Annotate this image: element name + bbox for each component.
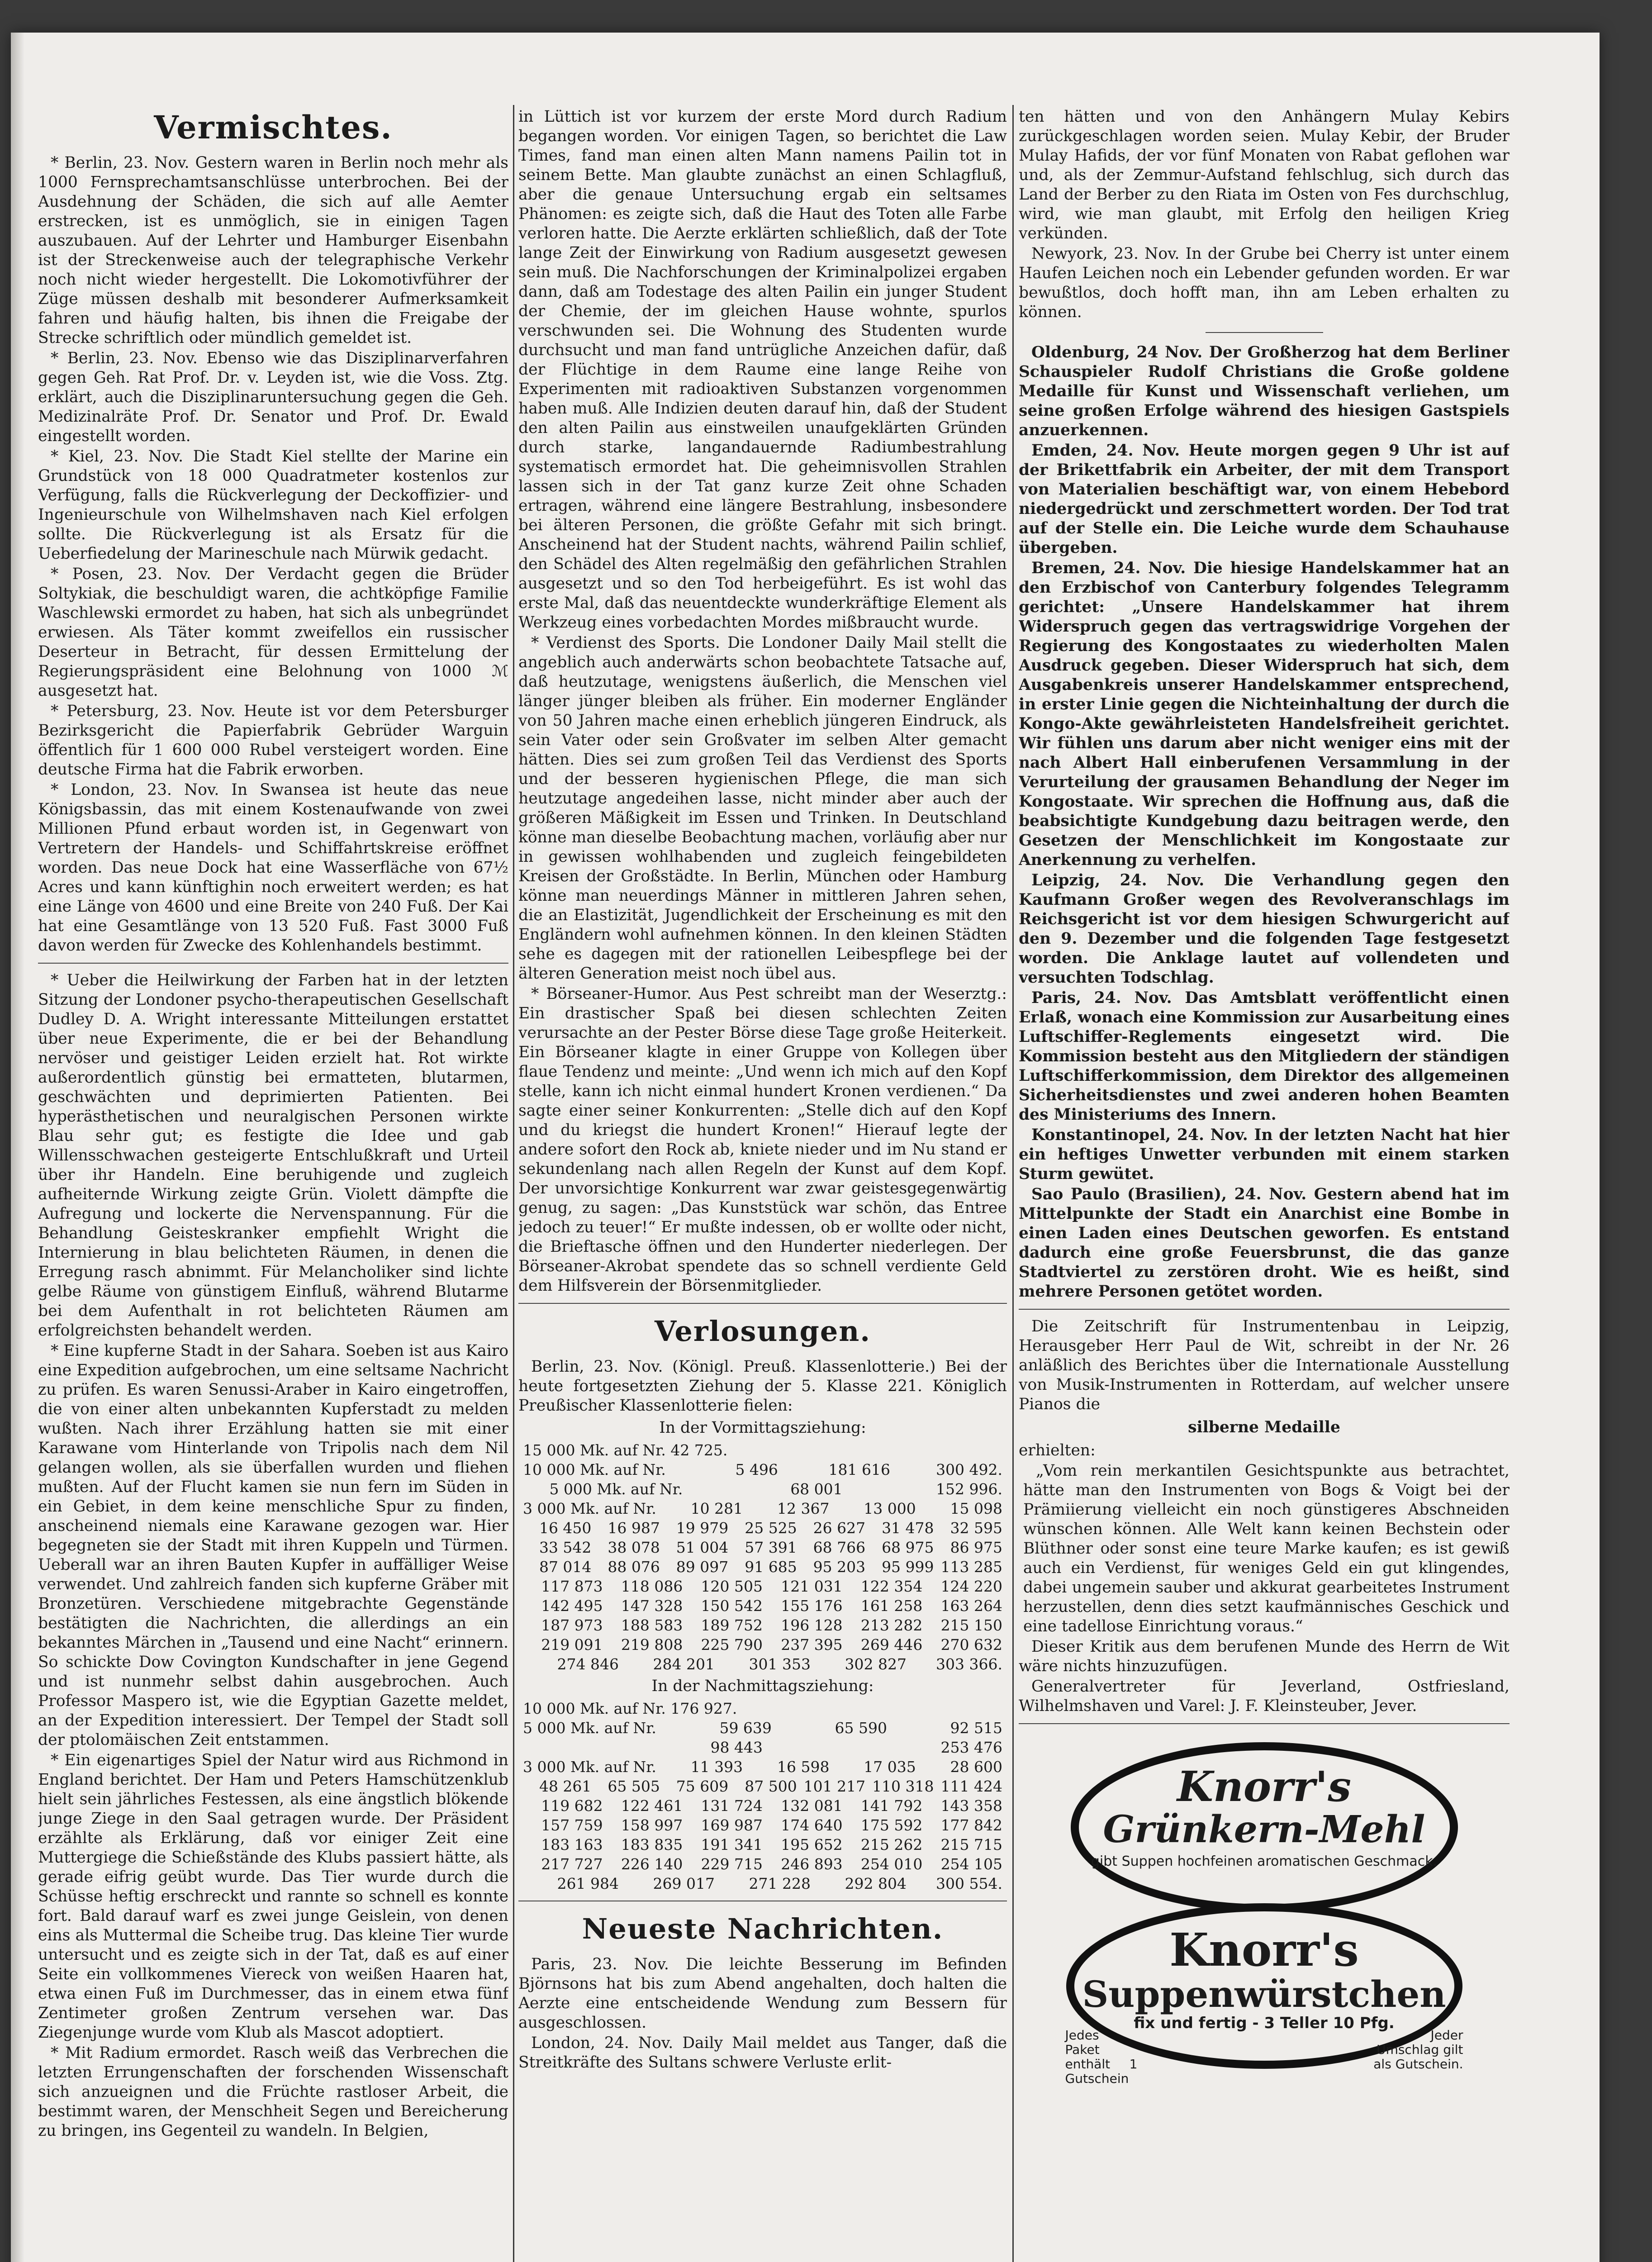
lottery-cell: 188 583 — [621, 1616, 683, 1634]
lottery-cell: 95 999 — [882, 1558, 934, 1576]
lottery-cell: 284 201 — [653, 1655, 715, 1673]
lottery-row — [518, 1874, 1007, 1893]
knorr-advertisement — [1065, 1742, 1463, 2086]
lottery-cell: 119 682 — [541, 1797, 603, 1815]
news-leipzig: Leipzig, 24. Nov. Die Verhandlung gegen den Kaufmann Großer wegen des Revolveranschlags im Reichsgericht ist vor dem hiesigen Schwurgericht auf den 9. Dezember und die folgenden Tage festgesetzt worden. Die Anklage lautet auf vollendeten und versuchten Todschlag. — [1019, 871, 1510, 987]
lottery-cell: 253 476 — [940, 1739, 1002, 1756]
separator — [1019, 1309, 1510, 1310]
lottery-cell: 152 996. — [936, 1480, 1002, 1498]
separator — [38, 963, 508, 964]
news-paris: Paris, 24. Nov. Das Amtsblatt veröffentlicht einen Erlaß, wonach eine Kommission zur Ausarbeitung eines Luftschiffer-Reglements eingesetzt wird. Die Kommission besteht aus den Mitgliedern der ständigen Luftschifferkommission, dem Direktor des allgemeinen Sicherheitsdienstes und zwei anderen hohen Beamten des Ministeriums des Innern. — [1019, 989, 1510, 1124]
lottery-cell: 26 627 — [813, 1519, 866, 1537]
lottery-cell: 10 000 Mk. auf Nr. 176 927. — [523, 1700, 737, 1717]
piano-ad-intro: Die Zeitschrift für Instrumentenbau in Leipzig, Herausgeber Herr Paul de Wit, schreibt in der Nr. 26 anläßlich des Berichtes über die Internationale Ausstellung von Musik-Instrumenten in Rotterdam, auf welcher unsere Pianos die — [1019, 1317, 1510, 1413]
article-kiel: * Kiel, 23. Nov. Die Stadt Kiel stellte der Marine ein Grundstück von 18 000 Quadratmeter kostenlos zur Verfügung, falls die Rückverlegung der Deckoffizier- und Ingenieurschule von Wilhelmshaven nach Kiel erfolgen sollte. Die Rückverlegung ist als Ersatz für die Ueberfiedelung der Marineschule nach Mürwik gedacht. — [38, 447, 508, 563]
lottery-cell: 113 285 — [940, 1558, 1002, 1576]
lottery-cell: 161 258 — [860, 1597, 923, 1615]
news-newyork: Newyork, 23. Nov. In der Grube bei Cherry ist unter einem Haufen Leichen noch ein Lebender gefunden worden. Er war bewußtlos, doch hofft man, ihn am Leben erhalten zu können. — [1019, 245, 1510, 321]
section-heading-neueste-nachrichten: Neueste Nachrichten. — [582, 1912, 944, 1945]
article-verdienst-sports: * Verdienst des Sports. Die Londoner Daily Mail stellt die angeblich auch anderwärts schon beobachtete Tatsache auf, daß heutzutage, wenigstens äußerlich, die Menschen viel länger jünger bleiben als früher. Ein moderner Engländer von 50 Jahren mache einen erheblich jüngeren Eindruck, als sein Vater oder sein Großvater im selben Alter gemacht hätten. Dies sei zum großen Teil das Verdienst des Sports und der besseren hygienischen Pflege, die man sich heutzutage angedeihen lasse, nicht minder aber auch der größeren Mäßigkeit im Essen und Trinken. In Deutschland könne man dieselbe Beobachtung machen, vorläufig aber nur in gewissen wohlhabenden und zugleich feingebildeten Kreisen der Großstädte. In Berlin, München oder Hamburg könne man neuerdings Männer in mittleren Jahren sehen, die an Elastizität, Jugendlichkeit der Erscheinung es mit den Engländern wohl aufnehmen können. In den kleinen Städten sehe es dagegen mit der rationellen Leibespflege bei der älteren Generation meist noch übel aus. — [518, 634, 1007, 983]
piano-ad-received: erhielten: — [1019, 1441, 1096, 1459]
lottery-cell: 157 759 — [541, 1816, 603, 1834]
lottery-cell: 143 358 — [940, 1797, 1003, 1815]
lottery-morning-label: In der Vormittagsziehung: — [659, 1419, 866, 1437]
page-spine-shadow — [11, 33, 24, 2262]
article-london-swansea: * London, 23. Nov. In Swansea ist heute das neue Königsbassin, das mit einem Kostenaufwande von zwei Millionen Pfund erbaut worden ist, in Gegenwart von Vertretern der Handels- und Schiffahrtskreise eröffnet worden. Das neue Dock hat eine Wasserfläche von 67½ Acres und kann künftighin noch erweitert werden; es hat eine Länge von 4600 und eine Breite von 240 Fuß. Der Kai hat eine Gesamtlänge von 13 520 Fuß. Fast 3000 Fuß davon werden für Zwecke des Kohlenhandels bestimmt. — [38, 781, 508, 955]
lottery-cell: 87 500 — [745, 1777, 797, 1795]
ad-slogan-suppenwuerstchen: fix und fertig - 3 Teller 10 Pfg. — [1134, 2014, 1395, 2032]
lottery-cell: 10 281 — [690, 1500, 743, 1517]
ad-product-gruenkern-mehl: Grünkern-Mehl — [1103, 1808, 1425, 1851]
lottery-cell: 217 727 — [541, 1855, 603, 1873]
article-kupferne-stadt: * Eine kupferne Stadt in der Sahara. Soeben ist aus Kairo eine Expedition aufgebrochen, um eine seltsame Nachricht zu prüfen. Es waren Senussi-Araber in Kairo eingetroffen, die von einer alten unbekannten Kupferstadt zu melden wußten. Nach ihrer Erzählung hatten sie mit einer Karawane vom Hinterlande von Tripolis nach dem Nil gelangen wollen, als sie überfallen wurden und fliehen mußten. Auf der Flucht kamen sie nun fern im Süden in ein Gebiet, in dem keine menschliche Spur zu finden, anscheinend niemals eine Karawane gezogen war. Hier begegneten sie der Stadt mit ihren Kuppeln und Türmen. Ueberall war an ihren Bauten Kupfer in auffälliger Weise verwendet. Und zahlreich fanden sich kupferne Gräber mit Bronzetüren. Verschiedene mitgebrachte Gegenstände bestätigten die Nachrichten, die allerdings an ein bekanntes Märchen in „Tausend und eine Nacht“ erinnern. So schickte Dow Covington Kundschafter in jene Gegend und ist nunmehr selbst dahin ausgebrochen. Auch Professor Maspero ist, wie die Egyptian Gazette meldet, an der Expedition interessiert. Der Tempel der Stadt soll der ptolomäischen Zeit entstammen. — [38, 1342, 508, 1749]
lottery-row — [518, 1654, 1007, 1674]
news-konstantinopel: Konstantinopel, 24. Nov. In der letzten Nacht hat hier ein heftiges Unwetter verbunden mit einem starken Sturm gewütet. — [1019, 1126, 1510, 1183]
news-emden: Emden, 24. Nov. Heute morgen gegen 9 Uhr ist auf der Brikettfabrik ein Arbeiter, der mit dem Transport von Materialien beschäftigt war, von einem Hebebord niedergedrückt und zerschmettert worden. Der Tod trat auf der Stelle ein. Die Leiche wurde dem Schauhause übergeben. — [1019, 442, 1510, 557]
lottery-cell: 17 035 — [864, 1758, 916, 1776]
lottery-cell: 229 715 — [701, 1855, 763, 1873]
article-berlin-leyden: * Berlin, 23. Nov. Ebenso wie das Disziplinarverfahren gegen Geh. Rat Prof. Dr. v. Leyden ist, wie die Voss. Ztg. erklärt, auch die Disziplinaruntersuchung gegen die Geh. Medizinalräte Prof. Dr. Senator und Prof. Dr. Ewald eingestellt worden. — [38, 349, 508, 445]
lottery-cell: 155 176 — [781, 1597, 843, 1615]
lottery-afternoon-label: In der Nachmittagsziehung: — [651, 1677, 874, 1695]
lottery-cell: 48 261 — [539, 1777, 592, 1795]
lottery-intro: Berlin, 23. Nov. (Königl. Preuß. Klassenlotterie.) Bei der heute fortgesetzten Ziehung der 5. Klasse 221. Königlich Preußischer Klassenlotterie fielen: — [518, 1358, 1007, 1415]
lottery-cell: 124 220 — [940, 1578, 1003, 1595]
lottery-row — [518, 1796, 1007, 1815]
lottery-cell: 3 000 Mk. auf Nr. — [523, 1500, 656, 1517]
lottery-cell: 91 685 — [745, 1558, 797, 1576]
lottery-cell: 169 987 — [701, 1816, 763, 1834]
lottery-cell: 191 341 — [701, 1836, 763, 1853]
lottery-cell: 16 450 — [539, 1519, 592, 1537]
lottery-cell: 147 328 — [621, 1597, 683, 1615]
lottery-row — [518, 1757, 1007, 1777]
lottery-cell: 5 000 Mk. auf Nr. — [523, 1719, 656, 1737]
lottery-row — [518, 1616, 1007, 1635]
lottery-cell: 86 975 — [950, 1539, 1002, 1556]
lottery-cell: 141 792 — [860, 1797, 923, 1815]
lottery-row — [518, 1479, 1007, 1499]
lottery-cell: 95 203 — [813, 1558, 866, 1576]
news-bremen: Bremen, 24. Nov. Die hiesige Handelskammer hat an den Erzbischof von Canterbury folgendes Telegramm gerichtet: „Unsere Handelskammer hat ihrem Widerspruch gegen das vertragswidrige Vorgehen der Regierung des Kongostaates zu wiederholten Malen Ausdruck gegeben. Dieser Widerspruch hat sich, dem Ausgabenkreis unserer Handelskammer entsprechend, in erster Linie gegen die Nichteinhaltung der durch die Kongo-Akte gewährleisteten Handelsfreiheit gerichtet. Wir fühlen uns darum aber nicht weniger eins mit der nach Albert Hall einberufenen Versammlung in der Verurteilung der grausamen Behandlung der Neger im Kongostaate. Wir sprechen die Hoffnung aus, daß die beabsichtigte Kundgebung dazu beitragen werde, den Gesetzen der Menschlichkeit im Kongostaate zur Anerkennung zu verhelfen. — [1019, 559, 1510, 869]
vermischtes-articles — [38, 153, 508, 2141]
knorr-oval-gruenkern — [1071, 1742, 1458, 1912]
lottery-row — [518, 1777, 1007, 1796]
lottery-cell: 101 217 — [803, 1777, 866, 1795]
news-tanger-continued: ten hätten und von den Anhängern Mulay Kebirs zurückgeschlagen worden seien. Mulay Kebir, der Bruder Mulay Hafids, der vor fünf Monaten von Rabat geflohen war und, als der Zemmur-Aufstand fehlschlug, sich durch das Land der Berber zu den Riata im Osten von Fes durchschlug, wird, wie man glaubt, mit Erfolg den heiligen Krieg verkünden. — [1019, 108, 1510, 242]
piano-ad-medal: silberne Medaille — [1188, 1418, 1340, 1436]
lottery-cell: 163 264 — [940, 1597, 1003, 1615]
lottery-cell: 25 525 — [745, 1519, 797, 1537]
lottery-cell: 269 446 — [860, 1636, 923, 1654]
lottery-row — [518, 1518, 1007, 1538]
lottery-cell: 261 984 — [557, 1875, 619, 1892]
ad-brand-knorrs: Knorr's — [1177, 1762, 1352, 1811]
lottery-cell: 150 542 — [701, 1597, 763, 1615]
piano-ad-agent: Generalvertreter für Jeverland, Ostfriesland, Wilhelmshaven und Varel: J. F. Kleinsteuber, Jever. — [1019, 1677, 1510, 1715]
lottery-cell: 111 424 — [940, 1777, 1002, 1795]
lottery-afternoon-table — [518, 1699, 1007, 1893]
lottery-cell: 68 766 — [813, 1539, 866, 1556]
lottery-cell: 219 808 — [621, 1636, 683, 1654]
piano-ad-closing: Dieser Kritik aus dem berufenen Munde des Herrn de Wit wäre nichts hinzuzufügen. — [1019, 1638, 1510, 1675]
lottery-cell: 213 282 — [860, 1616, 923, 1634]
lottery-cell: 51 004 — [676, 1539, 729, 1556]
ad-footer — [1065, 2028, 1463, 2086]
lottery-cell: 5 496 — [735, 1461, 778, 1478]
lottery-cell: 87 014 — [539, 1558, 592, 1576]
lottery-cell: 270 632 — [940, 1636, 1003, 1654]
lottery-cell: 177 842 — [940, 1816, 1003, 1834]
lottery-cell: 183 835 — [621, 1836, 683, 1853]
column-3 — [1019, 107, 1510, 2262]
lottery-row — [518, 1718, 1007, 1738]
lottery-cell: 132 081 — [781, 1797, 843, 1815]
lottery-row — [518, 1499, 1007, 1518]
article-berlin-phone: * Berlin, 23. Nov. Gestern waren in Berlin noch mehr als 1000 Fernsprechamtsanschlüsse unterbrochen. Bei der Ausdehnung der Schäden, die sich auf alle Aemter erstrecken, ist es unmöglich, sie in einigen Tagen auszubauen. Auf der Lehrter und Hamburger Eisenbahn ist der Streckenweise auch der telegraphische Verkehr noch nicht wieder hergestellt. Die Lokomotivführer der Züge müssen deshalb mit besonderer Aufmerksamkeit fahren und häufig halten, bis ihnen die Freigabe der Strecke schriftlich oder mündlich gemeldet ist. — [38, 154, 508, 347]
lottery-cell: 33 542 — [539, 1539, 592, 1556]
lottery-cell: 65 590 — [835, 1719, 887, 1737]
column-1 — [38, 107, 508, 2262]
lottery-cell: 15 098 — [950, 1500, 1002, 1517]
lottery-cell: 174 640 — [781, 1816, 843, 1834]
lottery-cell: 122 354 — [860, 1578, 923, 1595]
ad-product-suppenwuerstchen: Suppenwürstchen — [1082, 1973, 1446, 2015]
lottery-cell: 12 367 — [777, 1500, 830, 1517]
lottery-cell: 303 366. — [936, 1655, 1002, 1673]
lottery-cell: 300 492. — [936, 1461, 1003, 1478]
lottery-cell: 65 505 — [608, 1777, 660, 1795]
lottery-cell: 158 997 — [621, 1816, 683, 1834]
lottery-cell: 219 091 — [541, 1636, 603, 1654]
lottery-cell: 92 515 — [950, 1719, 1003, 1737]
lottery-cell: 31 478 — [882, 1519, 934, 1537]
lottery-row — [518, 1635, 1007, 1654]
lottery-morning-table — [518, 1440, 1007, 1674]
lottery-row — [518, 1538, 1007, 1557]
lottery-cell: 89 097 — [676, 1558, 729, 1576]
lottery-cell: 292 804 — [845, 1875, 907, 1892]
lottery-cell: 121 031 — [781, 1578, 843, 1595]
news-london: London, 24. Nov. Daily Mail meldet aus Tanger, daß die Streitkräfte des Sultans schwere Verluste erlit- — [518, 2034, 1007, 2072]
lottery-cell: 19 979 — [676, 1519, 729, 1537]
lottery-cell: 59 639 — [719, 1719, 772, 1737]
lottery-cell: 16 987 — [608, 1519, 660, 1537]
news-oldenburg: Oldenburg, 24 Nov. Der Großherzog hat dem Berliner Schauspieler Rudolf Christians die Große goldene Medaille für Kunst und Wissenschaft verliehen, um seine großen Erfolge während des hiesigen Gastspiels anzuerkennen. — [1019, 343, 1510, 439]
article-petersburg: * Petersburg, 23. Nov. Heute ist vor dem Petersburger Bezirksgericht die Papierfabrik Gebrüder Warguin öffentlich für 1 600 000 Rubel versteigert worden. Eine deutsche Firma hat die Fabrik erworben. — [38, 702, 508, 779]
lottery-cell: 10 000 Mk. auf Nr. — [523, 1461, 666, 1478]
lottery-cell: 120 505 — [701, 1578, 763, 1595]
lottery-cell: 11 393 — [690, 1758, 743, 1776]
lottery-row — [518, 1596, 1007, 1616]
article-boerseaner-humor: * Börseaner-Humor. Aus Pest schreibt man der Weserztg.: Ein drastischer Spaß bei diesen schlechten Zeiten verursachte an der Pester Börse diese Tage große Heiterkeit. Ein Börseaner klagte in einer Gruppe von Kollegen über flaue Tendenz und meinte: „Und wenn ich mich auf den Kopf stelle, kann ich nicht einmal hundert Kronen verdienen.“ Da sagte einer seiner Konkurrenten: „Stelle dich auf den Kopf und du kriegst die hundert Kronen!“ Hierauf legte der andere sofort den Rock ab, kniete nieder und im Nu stand er sekundenlang nach allen Regeln der Kunst auf dem Kopf. Der unvorsichtige Konkurrent war zwar geistesgegenwärtig genug, zu sagen: „Das Kunststück war schön, das Entree jedoch zu teuer!“ Er mußte indessen, ob er wollte oder nicht, die Brieftasche öffnen und den Hunderter niederlegen. Der Börseaner-Akrobat spendete das so schnell verdiente Geld dem Hilfsverein der Börsenmitglieder. — [518, 985, 1007, 1295]
lottery-cell: 269 017 — [653, 1875, 715, 1892]
lottery-cell: 300 554. — [936, 1875, 1002, 1892]
article-radium-mord: * Mit Radium ermordet. Rasch weiß das Verbrechen die letzten Errungenschaften der forschenden Wissenschaft sich anzueignen und die Früchte rastloser Arbeit, die bestimmt waren, der Menschheit Segen und Bereicherung zu bringen, ins Gegenteil zu wandeln. In Belgien, — [38, 2044, 508, 2140]
ad-left-note: Jedes Paket enthält 1 Gutschein — [1065, 2028, 1138, 2086]
lottery-cell: 215 715 — [940, 1836, 1003, 1853]
ad-right-note: Jeder Umschlag gilt als Gutschein. — [1373, 2028, 1463, 2072]
lottery-cell: 215 262 — [860, 1836, 923, 1853]
lottery-cell: 195 652 — [781, 1836, 843, 1853]
lottery-cell: 75 609 — [676, 1777, 729, 1795]
ad-slogan-gruenkern: gibt Suppen hochfeinen aromatischen Geschmack. — [1091, 1853, 1438, 1869]
lottery-row — [518, 1854, 1007, 1874]
separator — [518, 1303, 1007, 1304]
article-heilwirkung-farben: * Ueber die Heilwirkung der Farben hat in der letzten Sitzung der Londoner psycho-therapeutischen Gesellschaft Dudley D. A. Wright interessante Mitteilungen erstattet über neue Experimente, die er bei der Behandlung nervöser und geistiger Leiden erzielt hat. Rot wirkte außerordentlich günstig bei ermatteten, blutarmen, geschwächten und deprimierten Patienten. Bei hyperästhetischen und neuralgischen Personen wirkte Blau sehr gut; es festigte die Idee und gab Willensschwachen gesteigerte Entschlußkraft und Urteil über ihr Handeln. Eine beruhigende und zugleich aufheiternde Wirkung zeigte Grün. Violett dämpfte die Aufregung und lockerte die Nervenspannung. Für die Behandlung Geisteskranker empfiehlt Wright die Internierung in blau belichteten Räumen, in denen die Erregung rasch abnimmt. Für Melancholiker sind lichte gelbe Räume von günstigem Einfluß, während Blutarme bei dem Aufenthalt in rot belichteten Räumen am erfolgreichsten behandelt werden. — [38, 971, 508, 1340]
lottery-cell: 32 595 — [950, 1519, 1002, 1537]
section-heading-verlosungen: Verlosungen. — [655, 1315, 871, 1348]
lottery-cell: 28 600 — [950, 1758, 1002, 1776]
section-heading-vermischtes: Vermischtes. — [154, 109, 393, 146]
lottery-row — [518, 1577, 1007, 1596]
lottery-cell: 131 724 — [701, 1797, 763, 1815]
news-paris: Paris, 23. Nov. Die leichte Besserung im Befinden Björnsons hat bis zum Abend angehalten, doch halten die Aerzte eine entscheidende Wendung zum Bessern für ausgeschlossen. — [518, 1955, 1007, 2032]
lottery-cell: 225 790 — [701, 1636, 763, 1654]
lottery-cell: 271 228 — [749, 1875, 811, 1892]
lottery-cell: 3 000 Mk. auf Nr. — [523, 1758, 656, 1776]
lottery-cell: 13 000 — [864, 1500, 916, 1517]
lottery-row — [518, 1835, 1007, 1854]
lottery-row — [518, 1815, 1007, 1835]
lottery-cell: 38 078 — [608, 1539, 660, 1556]
lottery-cell: 246 893 — [781, 1855, 843, 1873]
article-spiel-der-natur: * Ein eigenartiges Spiel der Natur wird aus Richmond in England berichtet. Der Ham und Peters Hamschützenklub hielt sein jährliches Festessen, als eine ängstlich blökende junge Ziege in den Saal getragen wurde. Der Präsident erzählte als Erklärung, daß vor einiger Zeit eine Muttergiege die Schießstände des Klubs passiert hätte, als gerade eifrig geübt wurde. Das Tier wurde durch die Schüsse heftig erschreckt und rannte so schnell es konnte fort. Bald darauf warf es zwei junge Geislein, von denen eins als Muttermal die Scheibe trug. Das kleine Tier wurde untersucht und es zeigte sich in der Tat, daß es auf einer Seite ein vollkommenes Viereck von weißen Haaren hat, etwa einen Fuß im Durchmesser, das in einem etwa fünf Zentimeter großen Zentrum versehen war. Das Ziegenjunge wurde vom Klub als Mascot adoptiert. — [38, 1751, 508, 2042]
newspaper-page — [11, 33, 1600, 2262]
column-rule-1 — [513, 105, 514, 2262]
lottery-row — [518, 1738, 1007, 1757]
news-sao-paulo: Sao Paulo (Brasilien), 24. Nov. Gestern abend hat im Mittelpunkte der Stadt ein Anarchist eine Bombe in einen Laden eines Deutschen geworfen. Es entstand dadurch eine große Feuersbrunst, die das ganze Stadtviertel zu zerstören droht. Wie es heißt, sind mehrere Personen getötet worden. — [1019, 1185, 1510, 1301]
lottery-cell: 302 827 — [845, 1655, 907, 1673]
lottery-cell: 110 318 — [872, 1777, 934, 1795]
lottery-cell: 226 140 — [621, 1855, 683, 1873]
lottery-cell: 57 391 — [745, 1539, 797, 1556]
lottery-cell: 142 495 — [541, 1597, 603, 1615]
column-2 — [518, 107, 1007, 2262]
lottery-cell: 181 616 — [828, 1461, 890, 1478]
lottery-cell: 122 461 — [621, 1797, 683, 1815]
lottery-cell: 254 010 — [860, 1855, 923, 1873]
lottery-cell: 274 846 — [557, 1655, 619, 1673]
lottery-cell: 15 000 Mk. auf Nr. 42 725. — [523, 1441, 728, 1459]
lottery-cell: 68 001 — [790, 1480, 843, 1498]
lottery-cell: 187 973 — [541, 1616, 603, 1634]
separator — [1206, 332, 1323, 333]
lottery-row — [518, 1460, 1007, 1479]
lottery-cell: 189 752 — [701, 1616, 763, 1634]
lottery-cell: 98 443 — [710, 1739, 763, 1756]
lottery-row — [518, 1557, 1007, 1577]
article-radium-continued: in Lüttich ist vor kurzem der erste Mord durch Radium begangen worden. Vor einigen Tagen, so berichtet die Law Times, fand man einen alten Mann namens Pailin tot in seinem Bette. Man glaubte zunächst an einen Schlagfluß, aber die genaue Untersuchung ergab ein seltsames Phänomen: es zeigte sich, daß die Haut des Toten alle Farbe verloren hatte. Die Aerzte erklärten schließlich, daß der Tote lange Zeit der Einwirkung von Radium ausgesetzt gewesen sein muß. Die Nachforschungen der Kriminalpolizei ergaben dann, daß am Todestage des alten Pailin ein junger Student der Chemie, der im gleichen Hause wohnte, spurlos verschwunden sei. Die Wohnung des Studenten wurde durchsucht und man fand untrügliche Anzeichen dafür, daß der Flüchtige in dem Raume eine lange Reihe von Experimenten mit radioaktiven Substanzen vorgenommen haben muß. Alle Indizien deuten darauf hin, daß der Student den alten Pailin aus einstweilen unaufgeklärten Gründen durch starke, langandauernde Radiumbestrahlung systematisch ermordet hat. Die geheimnisvollen Strahlen lassen sich in der Tat ganz kurze Zeit ohne Schaden ertragen, während eine längere Bestrahlung, insbesondere bei älteren Personen, die größte Gefahr mit sich bringt. Anscheinend hat der Student nachts, während Pailin schlief, den Schädel des Alten regelmäßig den gefährlichen Strahlen ausgesetzt und so den Tod herbeigeführt. Es ist wohl das erste Mal, daß das neuentdeckte wunderkräftige Element als Werkzeug eines vorbedachten Mordes mißbraucht wurde. — [518, 108, 1007, 632]
column-rule-2 — [1012, 105, 1014, 2262]
lottery-cell: 215 150 — [940, 1616, 1003, 1634]
lottery-cell: 254 105 — [940, 1855, 1003, 1873]
lottery-cell: 237 395 — [781, 1636, 843, 1654]
piano-ad-quote: „Vom rein merkantilen Gesichtspunkte aus betrachtet, hätte man den Instrumenten von Bogs & Voigt bei der Prämiierung vielleicht ein noch günstigeres Abschneiden wünschen können. Alle Welt kann keinen Bechstein oder Blüthner oder sonst eine teure Marke kaufen; es ist gewiß auch ein Verdienst, für weniges Geld ein gut klingendes, dabei ungemein sauber und akkurat gearbeitetes Instrument herzustellen, denn dies setzt kaufmännisches Geschick und eine tadellose Einrichtung voraus.“ — [1023, 1462, 1510, 1635]
lottery-cell: 183 163 — [541, 1836, 603, 1853]
lottery-cell: 5 000 Mk. auf Nr. — [549, 1480, 683, 1498]
lottery-cell: 88 076 — [608, 1558, 660, 1576]
lottery-cell: 117 873 — [541, 1578, 603, 1595]
lottery-cell: 118 086 — [621, 1578, 683, 1595]
lottery-cell: 16 598 — [777, 1758, 830, 1776]
lottery-row — [518, 1699, 1007, 1718]
article-posen: * Posen, 23. Nov. Der Verdacht gegen die Brüder Soltykiak, die beschuldigt waren, die achtköpfige Familie Waschlewski ermordet zu haben, hat sich als unbegründet erwiesen. Als Täter kommt zweifellos ein russischer Deserteur in Betracht, für dessen Ermittelung der Regierungspräsident eine Belohnung von 1000 ℳ ausgesetzt hat. — [38, 565, 508, 700]
ad-brand-knorrs-2: Knorr's — [1169, 1923, 1359, 1977]
lottery-cell: 196 128 — [781, 1616, 843, 1634]
separator — [1019, 1723, 1510, 1724]
lottery-row — [518, 1440, 1007, 1460]
lottery-cell: 68 975 — [882, 1539, 934, 1556]
lottery-cell: 175 592 — [860, 1816, 923, 1834]
lottery-cell: 301 353 — [749, 1655, 811, 1673]
